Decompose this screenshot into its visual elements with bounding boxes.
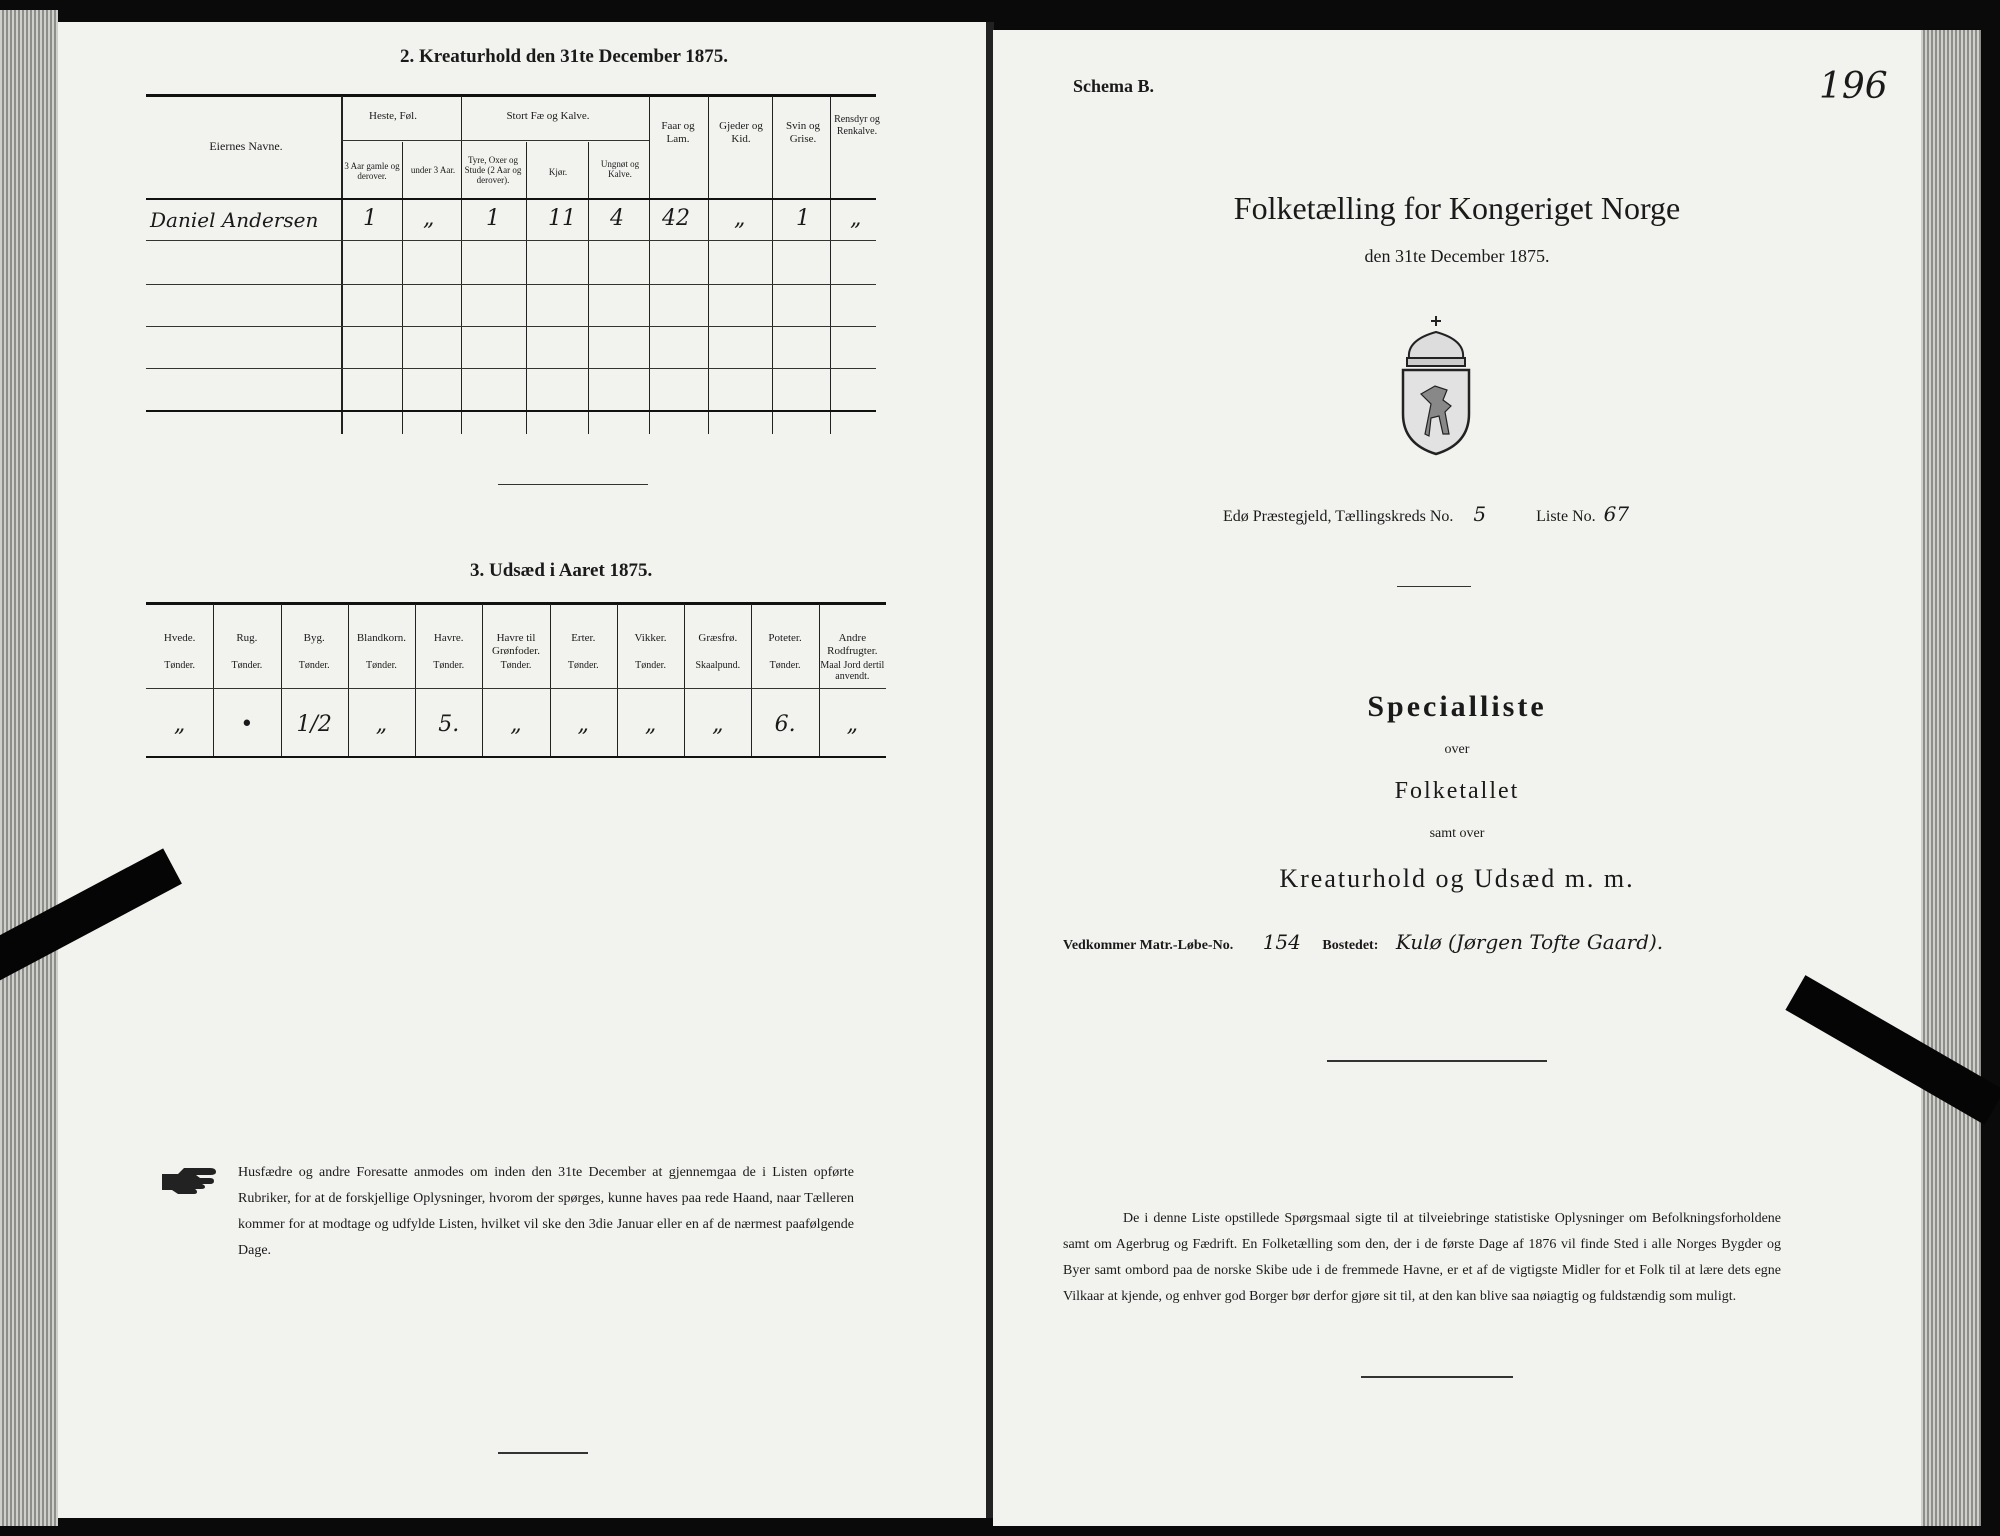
col-svin: Svin og Grise. (786, 120, 820, 145)
col-heste-a: 3 Aar gamle og derover. (344, 161, 400, 181)
udsaed-col-name: Byg. (303, 632, 325, 644)
udsaed-col-divider (482, 604, 483, 756)
location-line (1223, 502, 1629, 526)
cell-stort-c: 4 (610, 206, 624, 231)
section2-title: 2. Kreaturhold den 31te December 1875. (400, 46, 729, 67)
pointing-hand-icon (160, 1164, 222, 1199)
text-samt-over: samt over (1429, 826, 1485, 841)
col-gjeder: Gjeder og Kid. (719, 120, 763, 145)
udsaed-col-name: Havre. (433, 632, 464, 644)
section3-title: 3. Udsæd i Aaret 1875. (470, 560, 653, 581)
udsaed-col-unit: Tønder. (164, 660, 196, 671)
owner-name: Daniel Andersen (150, 208, 319, 232)
bosted-value: Kulø (Jørgen Tofte Gaard). (1395, 930, 1664, 954)
udsaed-cell: 5. (438, 712, 460, 737)
bosted-label: Bostedet: (1322, 938, 1379, 953)
udsaed-col-unit: Tønder. (635, 660, 666, 671)
udsaed-col-divider (213, 604, 214, 756)
stort-group-header: Stort Fæ og Kalve. (506, 110, 590, 122)
udsaed-col-divider (348, 604, 349, 756)
udsaed-cell: „ (577, 712, 589, 737)
udsaed-col-name: Hvede. (163, 632, 196, 644)
udsaed-cell: „ (173, 712, 186, 737)
udsaed-cell: • (240, 712, 254, 737)
cell-svin: 1 (796, 206, 810, 231)
udsaed-cell: „ (846, 712, 859, 737)
col-faar: Faar og Lam. (661, 120, 695, 145)
udsaed-col-name: Havre til Grønfoder. (492, 632, 540, 657)
location-prefix: Edø Præstegjeld, Tællingskreds No. (1223, 508, 1454, 525)
udsaed-col-divider (684, 604, 685, 756)
udsaed-col-unit: Tønder. (433, 660, 465, 671)
col-heste-b: under 3 Aar. (410, 165, 456, 175)
page-number: 196 (1819, 66, 1888, 107)
udsaed-cell: 1/2 (296, 712, 332, 737)
schema-label: Schema B. (1073, 76, 1154, 96)
kreds-number: 5 (1473, 502, 1487, 526)
heading-specialliste: Specialliste (1367, 690, 1547, 723)
udsaed-col-name: Rug. (236, 632, 258, 644)
text-kreaturhold: Kreaturhold og Udsæd m. m. (1279, 864, 1635, 893)
udsaed-col-name: Erter. (571, 632, 596, 644)
right-page-edge (1921, 30, 1981, 1526)
matr-value: 154 (1262, 930, 1301, 954)
udsaed-col-name: Vikker. (634, 632, 667, 644)
left-page (58, 22, 988, 1518)
left-page-edge (0, 10, 58, 1526)
col-rensdyr: Rensdyr og Renkalve. (834, 114, 880, 137)
right-page (993, 30, 1921, 1526)
col-stort-b: Kjør. (548, 167, 568, 177)
udsaed-col-name: Poteter. (768, 632, 802, 644)
norwegian-coat-of-arms-icon (1395, 314, 1477, 463)
cell-stort-a: 1 (486, 206, 500, 231)
udsaed-cell: 6. (774, 712, 796, 737)
cell-stort-b: 11 (548, 206, 576, 231)
text-over: over (1444, 742, 1470, 757)
udsaed-col-divider (281, 604, 282, 756)
udsaed-col-name: Græsfrø. (698, 632, 738, 644)
heste-group-header: Heste, Føl. (369, 110, 417, 122)
cell-rensdyr: „ (850, 206, 862, 231)
udsaed-cell: „ (510, 712, 522, 737)
cell-heste-a: 1 (363, 206, 377, 231)
udsaed-col-unit: Tønder. (366, 660, 397, 671)
cell-gjeder: „ (734, 206, 746, 231)
udsaed-col-divider (617, 604, 618, 756)
liste-label: Liste No. (1536, 508, 1596, 525)
col-stort-a: Tyre, Oxer og Stude (2 Aar og derover). (464, 155, 522, 185)
udsaed-col-divider (819, 604, 820, 756)
udsaed-col-unit: Tønder. (298, 660, 330, 671)
col-stort-c: Ungnøt og Kalve. (600, 159, 640, 179)
udsaed-col-name: Blandkorn. (356, 632, 407, 644)
matr-line (1063, 930, 1663, 954)
udsaed-col-unit: Skaalpund. (695, 660, 741, 671)
info-paragraph: De i denne Liste opstillede Spørgsmaal sigte til at tilveiebringe statistiske Oplysninger om Befolkningsforholdene samt om Agerbrug og Fædrift. En Folketælling som den, der i de første Dage af 1876 vil finde Sted i alle Norges Bygder og Byer samt ombord paa de norske Skibe ude i de fremmede Havne, er et af de vigtigste Midler for et Folk til at lære dets egne Vilkaar at kjende, og enhver god Borger bør derfor gjøre sit til, at den kan blive saa nøiagtig og fuldstændig som muligt. (1063, 1211, 1781, 1304)
udsaed-col-unit: Tønder. (500, 660, 532, 671)
cell-heste-b: „ (423, 206, 435, 231)
cell-faar: 42 (662, 206, 690, 231)
udsaed-col-name: Andre Rodfrugter. (827, 632, 878, 657)
udsaed-col-divider (751, 604, 752, 756)
udsaed-col-divider (550, 604, 551, 756)
udsaed-col-unit: Tønder. (567, 660, 599, 671)
subtitle: den 31te December 1875. (1364, 246, 1550, 266)
udsaed-col-unit: Tønder. (769, 660, 801, 671)
udsaed-cell: „ (712, 712, 724, 737)
text-folketallet: Folketallet (1394, 778, 1520, 804)
udsaed-col-unit: Maal Jord dertil anvendt. (820, 660, 885, 682)
udsaed-cell: „ (375, 712, 388, 737)
notice-text: Husfædre og andre Foresatte anmodes om inden den 31te December at gjennemgaa de i Listen opførte Rubriker, for at de forskjellige Oplysninger, hvorom der spørges, kunne haves paa rede Haand, naar Tælleren kommer for at modtage og udfylde Listen, hvilket vil ske den 3die Januar eller en af de nærmest paafølgende Dage. (238, 1165, 854, 1258)
udsaed-col-divider (415, 604, 416, 756)
udsaed-col-unit: Tønder. (231, 660, 263, 671)
matr-label: Vedkommer Matr.-Løbe-No. (1063, 938, 1234, 953)
udsaed-cell: „ (644, 712, 657, 737)
liste-number: 67 (1603, 502, 1630, 526)
owner-header: Eiernes Navne. (209, 139, 283, 153)
main-title: Folketælling for Kongeriget Norge (1233, 190, 1681, 226)
